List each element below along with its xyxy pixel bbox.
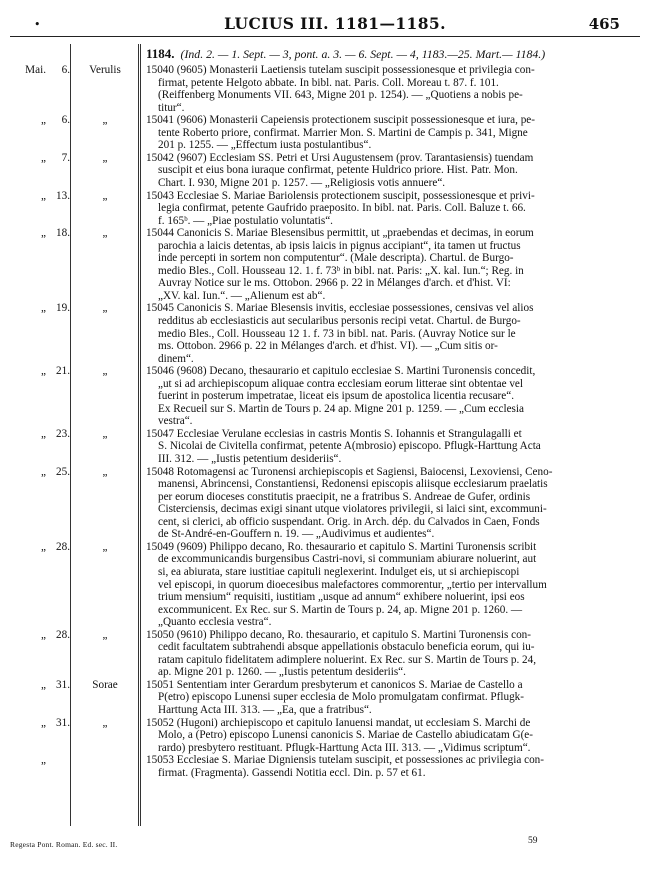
entry-month: „ — [41, 302, 46, 315]
entry-text — [146, 679, 640, 717]
entry-day: 18. — [56, 227, 70, 240]
entry-place: „ — [102, 540, 108, 553]
entry-place: „ — [102, 151, 108, 164]
entry-line: 15050 (9610) Philippo decano, Ro. thesaurario, et capitulo S. Martini Turonensis con- — [146, 628, 531, 641]
entry-month: „ — [41, 227, 46, 240]
entry-line: rardo) presbytero restituant. Pflugk-Harttung Acta III. 313. — „Vidimus scriptum“. — [158, 741, 531, 754]
entry-line: per eorum dioceses constitutis praecipit, ne a fratribus S. Andreae de Gufer, ordinis — [158, 490, 531, 503]
entry-month: „ — [41, 465, 46, 478]
entry-place: „ — [102, 465, 108, 478]
entry-place: „ — [102, 427, 108, 440]
entry-line: cent, si clerici, ab officio suspendant. Orig. in Arch. dép. du Calvados in Caen, Fonds — [158, 515, 540, 528]
entry-day: 7. — [61, 151, 70, 164]
entry-month: „ — [41, 678, 46, 691]
entry-line: Cisterciensis, decimas exigi sinant utque violatores privilegii, si laici sint, excommuni- — [158, 503, 547, 516]
section-heading — [146, 46, 640, 62]
entry-month: „ — [41, 628, 46, 641]
entry-place: „ — [102, 302, 108, 315]
entry-line: 15042 (9607) Ecclesiam SS. Petri et Ursi Augustensem (prov. Tarantasiensis) tuendam — [146, 151, 534, 164]
entry-day: 31. — [56, 678, 70, 691]
entry-line: tente Roberto priore, confirmat. Marrier Mon. S. Martini de Campis p. 341, Migne — [158, 126, 528, 139]
entry-text — [146, 114, 640, 152]
entry-month: „ — [41, 754, 46, 767]
footer-signature: 59 — [528, 836, 538, 846]
entry-line: trium mensium“ requisiti, iustitiam „usque ad annum“ exhibere noluerint, ipsi eos — [158, 591, 525, 604]
entry-month: „ — [41, 427, 46, 440]
entry-line: redditus ab ecclesiasticis aut secularibus personis recipi vetat. Chartul. de Burgo- — [158, 314, 521, 327]
entry-month: „ — [41, 189, 46, 202]
entry-line: firmat, petente Helgoto abbate. In bibl. nat. Paris. Coll. Moreau t. 87. f. 101. — [158, 76, 499, 89]
entry-line: 15047 Ecclesiae Verulane ecclesias in castris Montis S. Iohannis et Strangulagalli et — [146, 427, 522, 440]
entry-line: S. Nicolai de Civitella confirmat, petente A(mbrosio) episcopo. Pflugk-Harttung Acta — [158, 440, 541, 453]
entry-line: legia confirmat, petente Gaufrido praeposito. In bibl. nat. Paris. Coll. Baluze t. 66. — [158, 202, 526, 215]
entry-day: 31. — [56, 716, 70, 729]
entry-line: Molo, a (Petro) episcopo Lunensi canonicis S. Mariae de Castello abiudicatam G(e- — [158, 729, 533, 742]
entry-line: 15040 (9605) Monasterii Laetiensis tutelam suscipit possessionesque et privilegia con- — [146, 64, 535, 76]
column-divider-date — [70, 44, 71, 826]
entry-line: ratam capitulo fidelitatem adimplere noluerint. Ex Rec. sur S. Martin de Tours p. 24, — [158, 653, 537, 666]
indiction-note: (Ind. 2. — 1. Sept. — 3, pont. a. 3. — 6. Sept. — 4, 1183.—25. Mart.— 1184.) — [180, 47, 546, 61]
entry-day: 6. — [61, 114, 70, 127]
entry-place: Sorae — [92, 678, 118, 691]
entry-text — [146, 754, 640, 779]
footer-source: Regesta Pont. Roman. Ed. sec. II. — [10, 840, 118, 849]
entry-text — [146, 428, 640, 466]
entry-line: 15053 Ecclesiae S. Mariae Digniensis tutelam suscipit, et possessiones ac privilegia con- — [146, 754, 544, 767]
running-head — [0, 14, 650, 36]
entry-line: medio Bles., Coll. Housseau 12 1. f. 73 in bibl. nat. Paris. (Auvray Notice sur le — [158, 327, 516, 340]
entry-month: „ — [41, 716, 46, 729]
entry-line: medio Bles., Coll. Housseau 12. 1. f. 73ᵇ in bibl. nat. Paris: „X. kal. Iun.“; Reg. in — [158, 264, 524, 277]
entry-line: Chart. I. 930, Migne 201 p. 1257. — „Religiosis votis annuere“. — [158, 176, 446, 189]
year-number: 1184. — [146, 46, 175, 61]
entry-text — [146, 466, 640, 541]
entry-text — [146, 629, 640, 679]
entry-month: Mai. — [25, 64, 46, 76]
entry-line: 15041 (9606) Monasterii Capeiensis protectionem suscipit possessionesque et iura, pe- — [146, 114, 536, 127]
entry-line: cedit facultatem subtrahendi absque appellationis obstaculo beneficia eorum, qui iu- — [158, 641, 535, 654]
entry-line: Harttung Acta III. 313. — „Ea, que a fratribus“. — [158, 704, 372, 717]
entry-place: Verulis — [89, 64, 121, 76]
entry-line: excommunicent. Ex Rec. sur S. Martin de Tours p. 24, ap. Migne 201 p. 1260. — — [158, 603, 523, 616]
entry-line: Auvray Notice sur le ms. Ottobon. 2966 p. 22 in Mélanges d'arch. et d'hist. VI: — [158, 277, 511, 290]
entry-line: de excommunicandis burgensibus Castri-novi, si communiam abiurare noluerint, aut — [158, 553, 537, 566]
entry-place: „ — [102, 716, 108, 729]
entry-text — [146, 541, 640, 629]
entry-line: ap. Migne 201 p. 1260. — „Iustis petentum desideriis“. — [158, 666, 406, 679]
page-number: 465 — [588, 15, 620, 33]
entry-line: 15046 (9608) Decano, thesaurario et capitulo ecclesiae S. Martini Turonensis concedit, — [146, 365, 536, 378]
entry-month: „ — [41, 114, 46, 127]
entry-line: 15044 Canonicis S. Mariae Blesensibus permittit, ut „praebendas et decimas, in eorum — [146, 227, 534, 240]
entry-line: ms. Ottobon. 2966 p. 22 in Mélanges d'arch. et d'hist. VI). — „Cum sitis or- — [158, 340, 498, 353]
entry-month: „ — [41, 151, 46, 164]
entry-text — [146, 302, 640, 365]
entry-line: 15043 Ecclesiae S. Mariae Bariolensis protectionem suscipit, possessionesque et privi- — [146, 189, 535, 202]
running-title: LUCIUS III. 1181—1185. — [224, 14, 446, 33]
entry-text — [146, 190, 640, 228]
entry-line: parochia a laicis detentas, ab ipsis laicis in pignus accipiant“, ita tamen ut fructus — [158, 239, 521, 252]
entry-text — [146, 365, 640, 428]
entry-text — [146, 717, 640, 755]
entry-line: vel episcopi, in quorum dioecesibus malefactores commorentur, „tertio per intervallum — [158, 578, 547, 591]
entry-text — [146, 227, 640, 302]
entry-line: si, ea abiurata, stare iustitiae capituli neglexerint. Indulget eis, ut si archiepiscopi — [158, 565, 520, 578]
entry-month: „ — [41, 365, 46, 378]
entry-text — [146, 152, 640, 190]
entry-line: „Quanto ecclesia vestra“. — [158, 616, 272, 629]
entry-line: (Reiffenberg Monuments VII. 643, Migne 201 p. 1254). — „Quotiens a nobis pe- — [158, 89, 523, 102]
entry-line: Ex Recueil sur S. Martin de Tours p. 24 ap. Migne 201 p. 1259. — „Cum ecclesia — [158, 402, 524, 415]
entry-place: „ — [102, 189, 108, 202]
entry-line: 15051 Sententiam inter Gerardum presbyterum et canonicos S. Mariae de Castello a — [146, 678, 523, 691]
entry-day: 28. — [56, 540, 70, 553]
entry-line: „XV. kal. Iun.“. — „Alienum est ab“. — [158, 289, 326, 302]
entry-line: inde percepti in sortem non computentur“. (Male descripta). Chartul. de Burgo- — [158, 252, 514, 265]
entry-text — [146, 64, 640, 114]
entry-place: „ — [102, 365, 108, 378]
entry-day: 13. — [56, 189, 70, 202]
entry-line: de St-André-en-Gouffern n. 19. — „Audivimus et audientes“. — [158, 528, 435, 541]
entry-line: 15052 (Hugoni) archiepiscopo et capitulo Ianuensi mandat, ut ecclesiam S. Marchi de — [146, 716, 531, 729]
header-rule — [10, 36, 640, 37]
entry-line: 15045 Canonicis S. Mariae Blesensis invitis, ecclesiae possessiones, censivas vel alios — [146, 302, 534, 315]
entry-line: f. 165ᵇ. — „Piae postulatio voluntatis“. — [158, 214, 333, 227]
entry-day: 6. — [61, 64, 70, 76]
entry-day: 21. — [56, 365, 70, 378]
entry-line: 201 p. 1255. — „Effectum iusta postulantibus“. — [158, 139, 372, 152]
entry-line: suscipit et eius bona iuraque confirmat, petente Huldrico priore. Hist. Patr. Mon. — [158, 164, 518, 177]
entry-line: vestra“. — [158, 415, 193, 428]
entry-line: P(etro) episcopo Lunensi super ecclesia de Molo promulgatam confirmat. Pflugk- — [158, 691, 524, 704]
entry-line: fuerint in posterum impetratae, liceat eis ipsum de apostolica licentia recusare“. — [158, 390, 514, 403]
entry-line: dinem“. — [158, 352, 194, 365]
entry-line: „ut si ad archiepiscopum aliquae contra ecclesiam eorum litterae sint obtentae vel — [158, 377, 523, 390]
entry-day: 25. — [56, 465, 70, 478]
entry-day: 28. — [56, 628, 70, 641]
entry-place: „ — [102, 114, 108, 127]
entry-line: titur“. — [158, 101, 185, 114]
entry-line: firmat. (Fragmenta). Gassendi Notitia eccl. Din. p. 57 et 61. — [158, 766, 426, 779]
entry-line: 15049 (9609) Philippo decano, Ro. thesaurario et capitulo S. Martini Turonensis scribit — [146, 540, 537, 553]
column-divider-place — [138, 44, 139, 826]
entry-place: „ — [102, 628, 108, 641]
entry-day: 19. — [56, 302, 70, 315]
entry-line: 15048 Rotomagensi ac Turonensi archiepiscopis et Sagiensi, Baiocensi, Lexoviensi, Ceno- — [146, 465, 553, 478]
entry-day: 23. — [56, 427, 70, 440]
entry-month: „ — [41, 540, 46, 553]
entry-place: „ — [102, 227, 108, 240]
bullet-mark: • — [34, 18, 41, 31]
column-divider-place-double — [140, 44, 141, 826]
entry-line: manensi, Abrincensi, Constantiensi, Redonensi episcopis aliisque ecclesiarum praelatis — [158, 478, 548, 491]
entry-line: III. 312. — „Iustis petentium desideriis“. — [158, 453, 342, 466]
